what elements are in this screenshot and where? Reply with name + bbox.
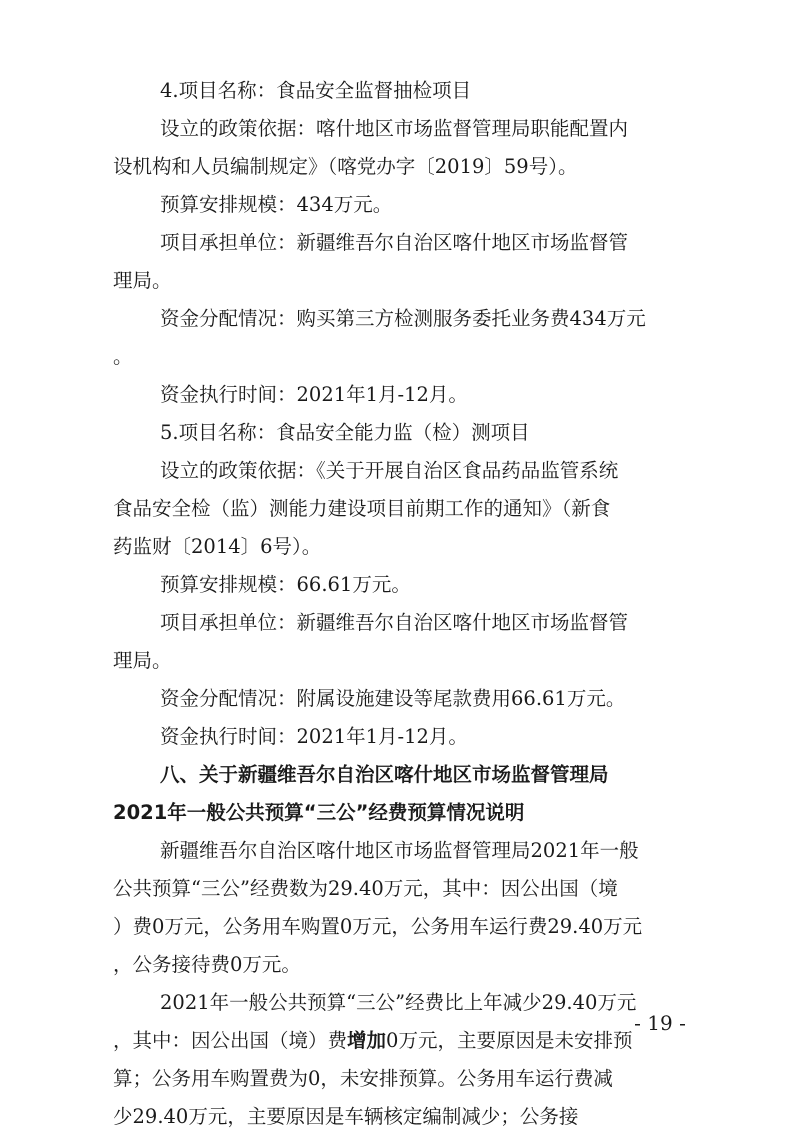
item-4-policy-line-1: 设立的政策依据：喀什地区市场监督管理局职能配置内 (160, 117, 629, 140)
item-5-unit-line-2: 理局。 (113, 649, 172, 672)
item-4-title: 4.项目名称：食品安全监督抽检项目 (160, 79, 472, 102)
section-8-para-1-line-4: ，公务接待费0万元。 (113, 953, 301, 976)
item-5-budget: 预算安排规模：66.61万元。 (160, 573, 411, 596)
section-8-para-2-line-1: 2021年一般公共预算“三公”经费比上年减少29.40万元 (160, 991, 637, 1014)
item-5-execution-time: 资金执行时间：2021年1月-12月。 (160, 725, 468, 748)
item-4-allocation-line-1: 资金分配情况：购买第三方检测服务委托业务费434万元 (160, 307, 646, 330)
section-8-para-1-line-3: ）费0万元，公务用车购置0万元，公务用车运行费29.40万元 (113, 915, 643, 938)
section-8-heading-line-1: 八、关于新疆维吾尔自治区喀什地区市场监督管理局 (160, 763, 609, 786)
item-4-unit-line-1: 项目承担单位：新疆维吾尔自治区喀什地区市场监督管 (160, 231, 629, 254)
item-5-policy-line-2: 食品安全检（监）测能力建设项目前期工作的通知》（新食 (113, 497, 611, 520)
item-4-execution-time: 资金执行时间：2021年1月-12月。 (160, 383, 468, 406)
section-8-heading-line-2: 2021年一般公共预算“三公”经费预算情况说明 (113, 801, 525, 824)
emphasis-increase: 增加 (347, 1029, 387, 1052)
item-5-allocation: 资金分配情况：附属设施建设等尾款费用66.61万元。 (160, 687, 626, 710)
item-4-budget: 预算安排规模：434万元。 (160, 193, 393, 216)
section-8-para-1-line-1: 新疆维吾尔自治区喀什地区市场监督管理局2021年一般 (160, 839, 639, 862)
section-8-para-1-line-2: 公共预算“三公”经费数为29.40万元，其中：因公出国（境 (113, 877, 618, 900)
section-8-para-2-line-4: 少29.40万元，主要原因是车辆核定编制减少；公务接 (113, 1105, 579, 1128)
item-4-unit-line-2: 理局。 (113, 269, 172, 292)
item-5-title: 5.项目名称：食品安全能力监（检）测项目 (160, 421, 530, 444)
para-2-line-2-post: 0万元，主要原因是未安排预 (386, 1029, 633, 1052)
item-5-unit-line-1: 项目承担单位：新疆维吾尔自治区喀什地区市场监督管 (160, 611, 629, 634)
section-8-para-2-line-3: 算；公务用车购置费为0，未安排预算。公务用车运行费减 (113, 1067, 613, 1090)
item-5-policy-line-3: 药监财〔2014〕6号）。 (113, 535, 322, 558)
section-8-para-2-line-2 (113, 1022, 683, 1060)
page-number: - 19 - (634, 1011, 686, 1035)
item-5-policy-line-1: 设立的政策依据：《关于开展自治区食品药品监管系统 (160, 459, 619, 482)
item-4-policy-line-2: 设机构和人员编制规定》（喀党办字〔2019〕59号）。 (113, 155, 578, 178)
para-2-line-2-pre: ，其中：因公出国（境）费 (113, 1029, 348, 1052)
item-4-allocation-line-2: 。 (113, 345, 133, 368)
